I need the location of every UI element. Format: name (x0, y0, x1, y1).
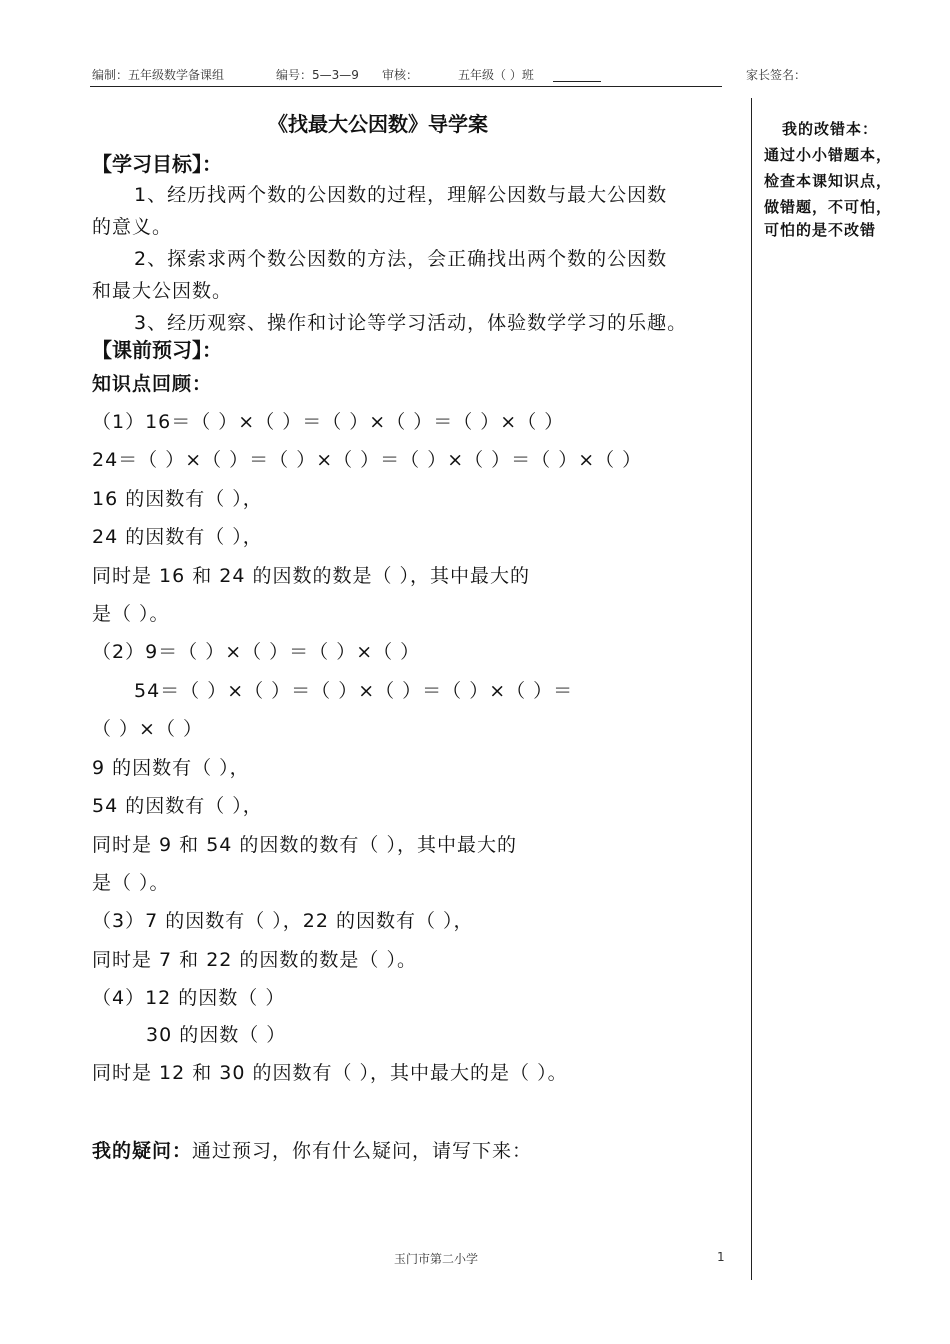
q2-line-3: （ ）×（ ） (92, 718, 203, 740)
sidebar-line-4: 做错题，不可怕， (764, 198, 893, 216)
sidebar-line-2: 通过小小错题本， (764, 146, 893, 164)
sidebar-line-5: 可怕的是不改错 (764, 221, 877, 239)
header-editor: 编制：五年级数学备课组 (92, 68, 225, 82)
objective-3: 3、经历观察、操作和讨论等学习活动，体验数学学习的乐趣。 (134, 312, 688, 334)
sidebar-title: 我的改错本： (782, 120, 879, 138)
footer-school: 玉门市第二小学 (394, 1252, 479, 1266)
header-class: 五年级（ ）班 (458, 68, 534, 82)
q4-line-2: 30 的因数（ ） (146, 1024, 287, 1046)
q1-line-6: 是（ ）。 (92, 603, 170, 625)
footer-page-number: 1 (717, 1250, 725, 1264)
q1-line-1: （1）16＝（ ）×（ ）＝（ ）×（ ）＝（ ）×（ ） (92, 411, 565, 433)
review-label: 知识点回顾： (92, 373, 213, 395)
sidebar-line-3: 检查本课知识点， (764, 172, 893, 190)
header-reviewer: 审核： (382, 68, 419, 82)
q2-line-4: 9 的因数有（ ）， (92, 757, 250, 779)
q1-line-4: 24 的因数有（ ）， (92, 526, 263, 548)
q2-line-5: 54 的因数有（ ）， (92, 795, 263, 817)
q1-line-2: 24＝（ ）×（ ）＝（ ）×（ ）＝（ ）×（ ）＝（ ）×（ ） (92, 449, 643, 471)
my-question (92, 1136, 532, 1163)
objective-1-line-2: 的意义。 (92, 216, 173, 238)
objectives-heading: 【学习目标】： (92, 152, 222, 176)
q4-line-1: （4）12 的因数（ ） (92, 987, 286, 1009)
header-rule (90, 86, 722, 87)
objective-1-line-1: 1、经历找两个数的公因数的过程，理解公因数与最大公因数 (134, 184, 668, 206)
q2-line-7: 是（ ）。 (92, 872, 170, 894)
objective-2-line-2: 和最大公因数。 (92, 280, 233, 302)
q1-line-5: 同时是 16 和 24 的因数的数是（ ），其中最大的 (92, 565, 531, 587)
header-code: 编号：5—3—9 (276, 68, 359, 82)
preview-heading: 【课前预习】： (92, 338, 222, 362)
q2-line-2: 54＝（ ）×（ ）＝（ ）×（ ）＝（ ）×（ ）＝ (134, 680, 574, 702)
q3-line-1: （3）7 的因数有（ ），22 的因数有（ ）， (92, 910, 474, 932)
sidebar-divider (751, 98, 752, 1280)
q2-line-6: 同时是 9 和 54 的因数的数有（ ），其中最大的 (92, 834, 517, 856)
q4-line-3: 同时是 12 和 30 的因数有（ ），其中最大的是（ ）。 (92, 1062, 568, 1084)
header-parent-signature: 家长签名： (746, 68, 807, 82)
q3-line-2: 同时是 7 和 22 的因数的数是（ ）。 (92, 949, 417, 971)
my-question-label: 我的疑问： (92, 1140, 193, 1162)
q1-line-3: 16 的因数有（ ）， (92, 488, 263, 510)
page-title: 《找最大公因数》导学案 (268, 112, 488, 136)
objective-2-line-1: 2、探索求两个数公因数的方法，会正确找出两个数的公因数 (134, 248, 668, 270)
my-question-text: 通过预习，你有什么疑问，请写下来： (192, 1140, 533, 1162)
q2-line-1: （2）9＝（ ）×（ ）＝（ ）×（ ） (92, 641, 421, 663)
class-underline (553, 81, 601, 82)
